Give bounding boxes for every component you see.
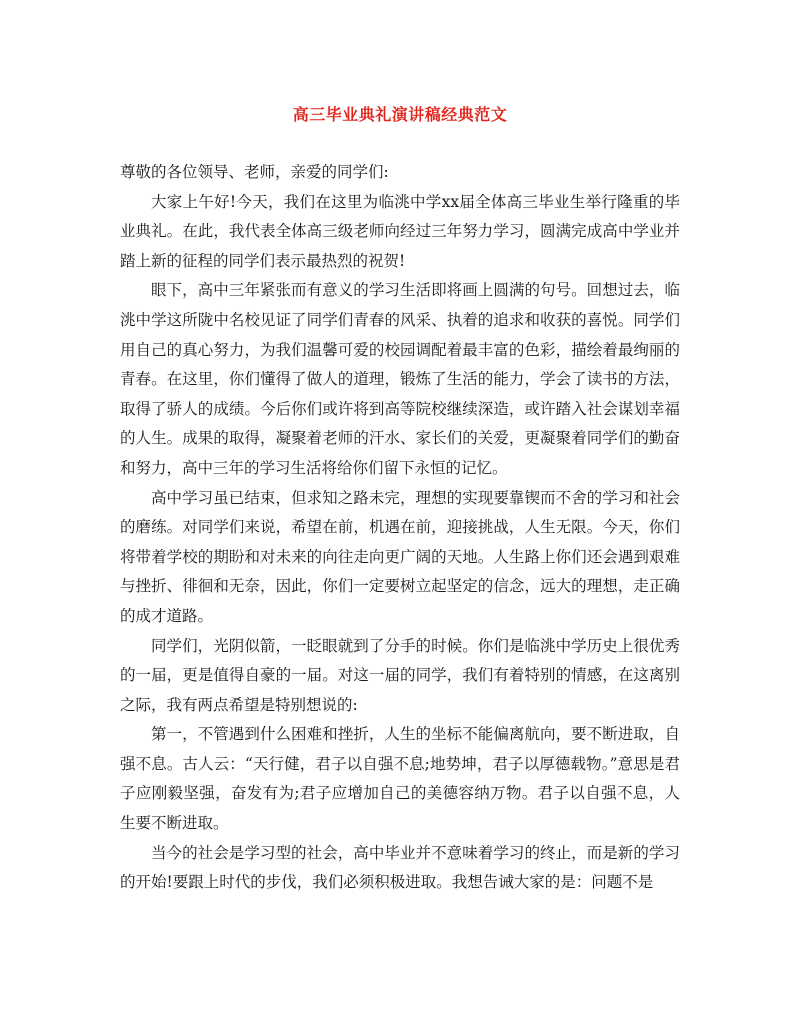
paragraph-6: 当今的社会是学习型的社会，高中毕业并不意味着学习的终止，而是新的学习的开始!要跟上时代的步伐，我们必须积极进取。我想告诫大家的是：问题不是 (120, 843, 680, 892)
paragraph-1: 大家上午好!今天，我们在这里为临洮中学xx届全体高三毕业生举行隆重的毕业典礼。在此，我代表全体高三级老师向经过三年努力学习，圆满完成高中学业并踏上新的征程的同学们表示最热烈的祝贺! (120, 192, 680, 270)
greeting-line: 尊敬的各位领导、老师，亲爱的同学们: (120, 163, 389, 181)
paragraph-5: 第一，不管遇到什么困难和挫折，人生的坐标不能偏离航向，要不断进取，自强不息。古人云：“天行健，君子以自强不息;地势坤，君子以厚德载物。”意思是君子应刚毅坚强，奋发有为;君子应增加自己的美德容纳万物。君子以自强不息，人生要不断进取。 (120, 725, 680, 833)
document-body (120, 158, 680, 898)
paragraph-3: 高中学习虽已结束，但求知之路未完，理想的实现要靠锲而不舍的学习和社会的磨练。对同学们来说，希望在前，机遇在前，迎接挑战，人生无限。今天，你们将带着学校的期盼和对未来的向往走向更广阔的天地。人生路上你们还会遇到艰难与挫折、徘徊和无奈，因此，你们一定要树立起坚定的信念，远大的理想，走正确的成才道路。 (120, 488, 680, 625)
paragraph-4: 同学们，光阴似箭，一眨眼就到了分手的时候。你们是临洮中学历史上很优秀的一届，更是值得自豪的一届。对这一届的同学，我们有着特别的情感，在这离别之际，我有两点希望是特别想说的: (120, 636, 680, 714)
document-title: 高三毕业典礼演讲稿经典范文 (292, 105, 508, 124)
paragraph-2: 眼下，高中三年紧张而有意义的学习生活即将画上圆满的句号。回想过去，临洮中学这所陇中名校见证了同学们青春的风采、执着的追求和收获的喜悦。同学们用自己的真心努力，为我们温馨可爱的校园调配着最丰富的色彩，描绘着最绚丽的青春。在这里，你们懂得了做人的道理，锻炼了生活的能力，学会了读书的方法，取得了骄人的成绩。今后你们或许将到高等院校继续深造，或许踏入社会谋划幸福的人生。成果的取得，凝聚着老师的汗水、家长们的关爱，更凝聚着同学们的勤奋和努力，高中三年的学习生活将给你们留下永恒的记忆。 (120, 281, 680, 477)
